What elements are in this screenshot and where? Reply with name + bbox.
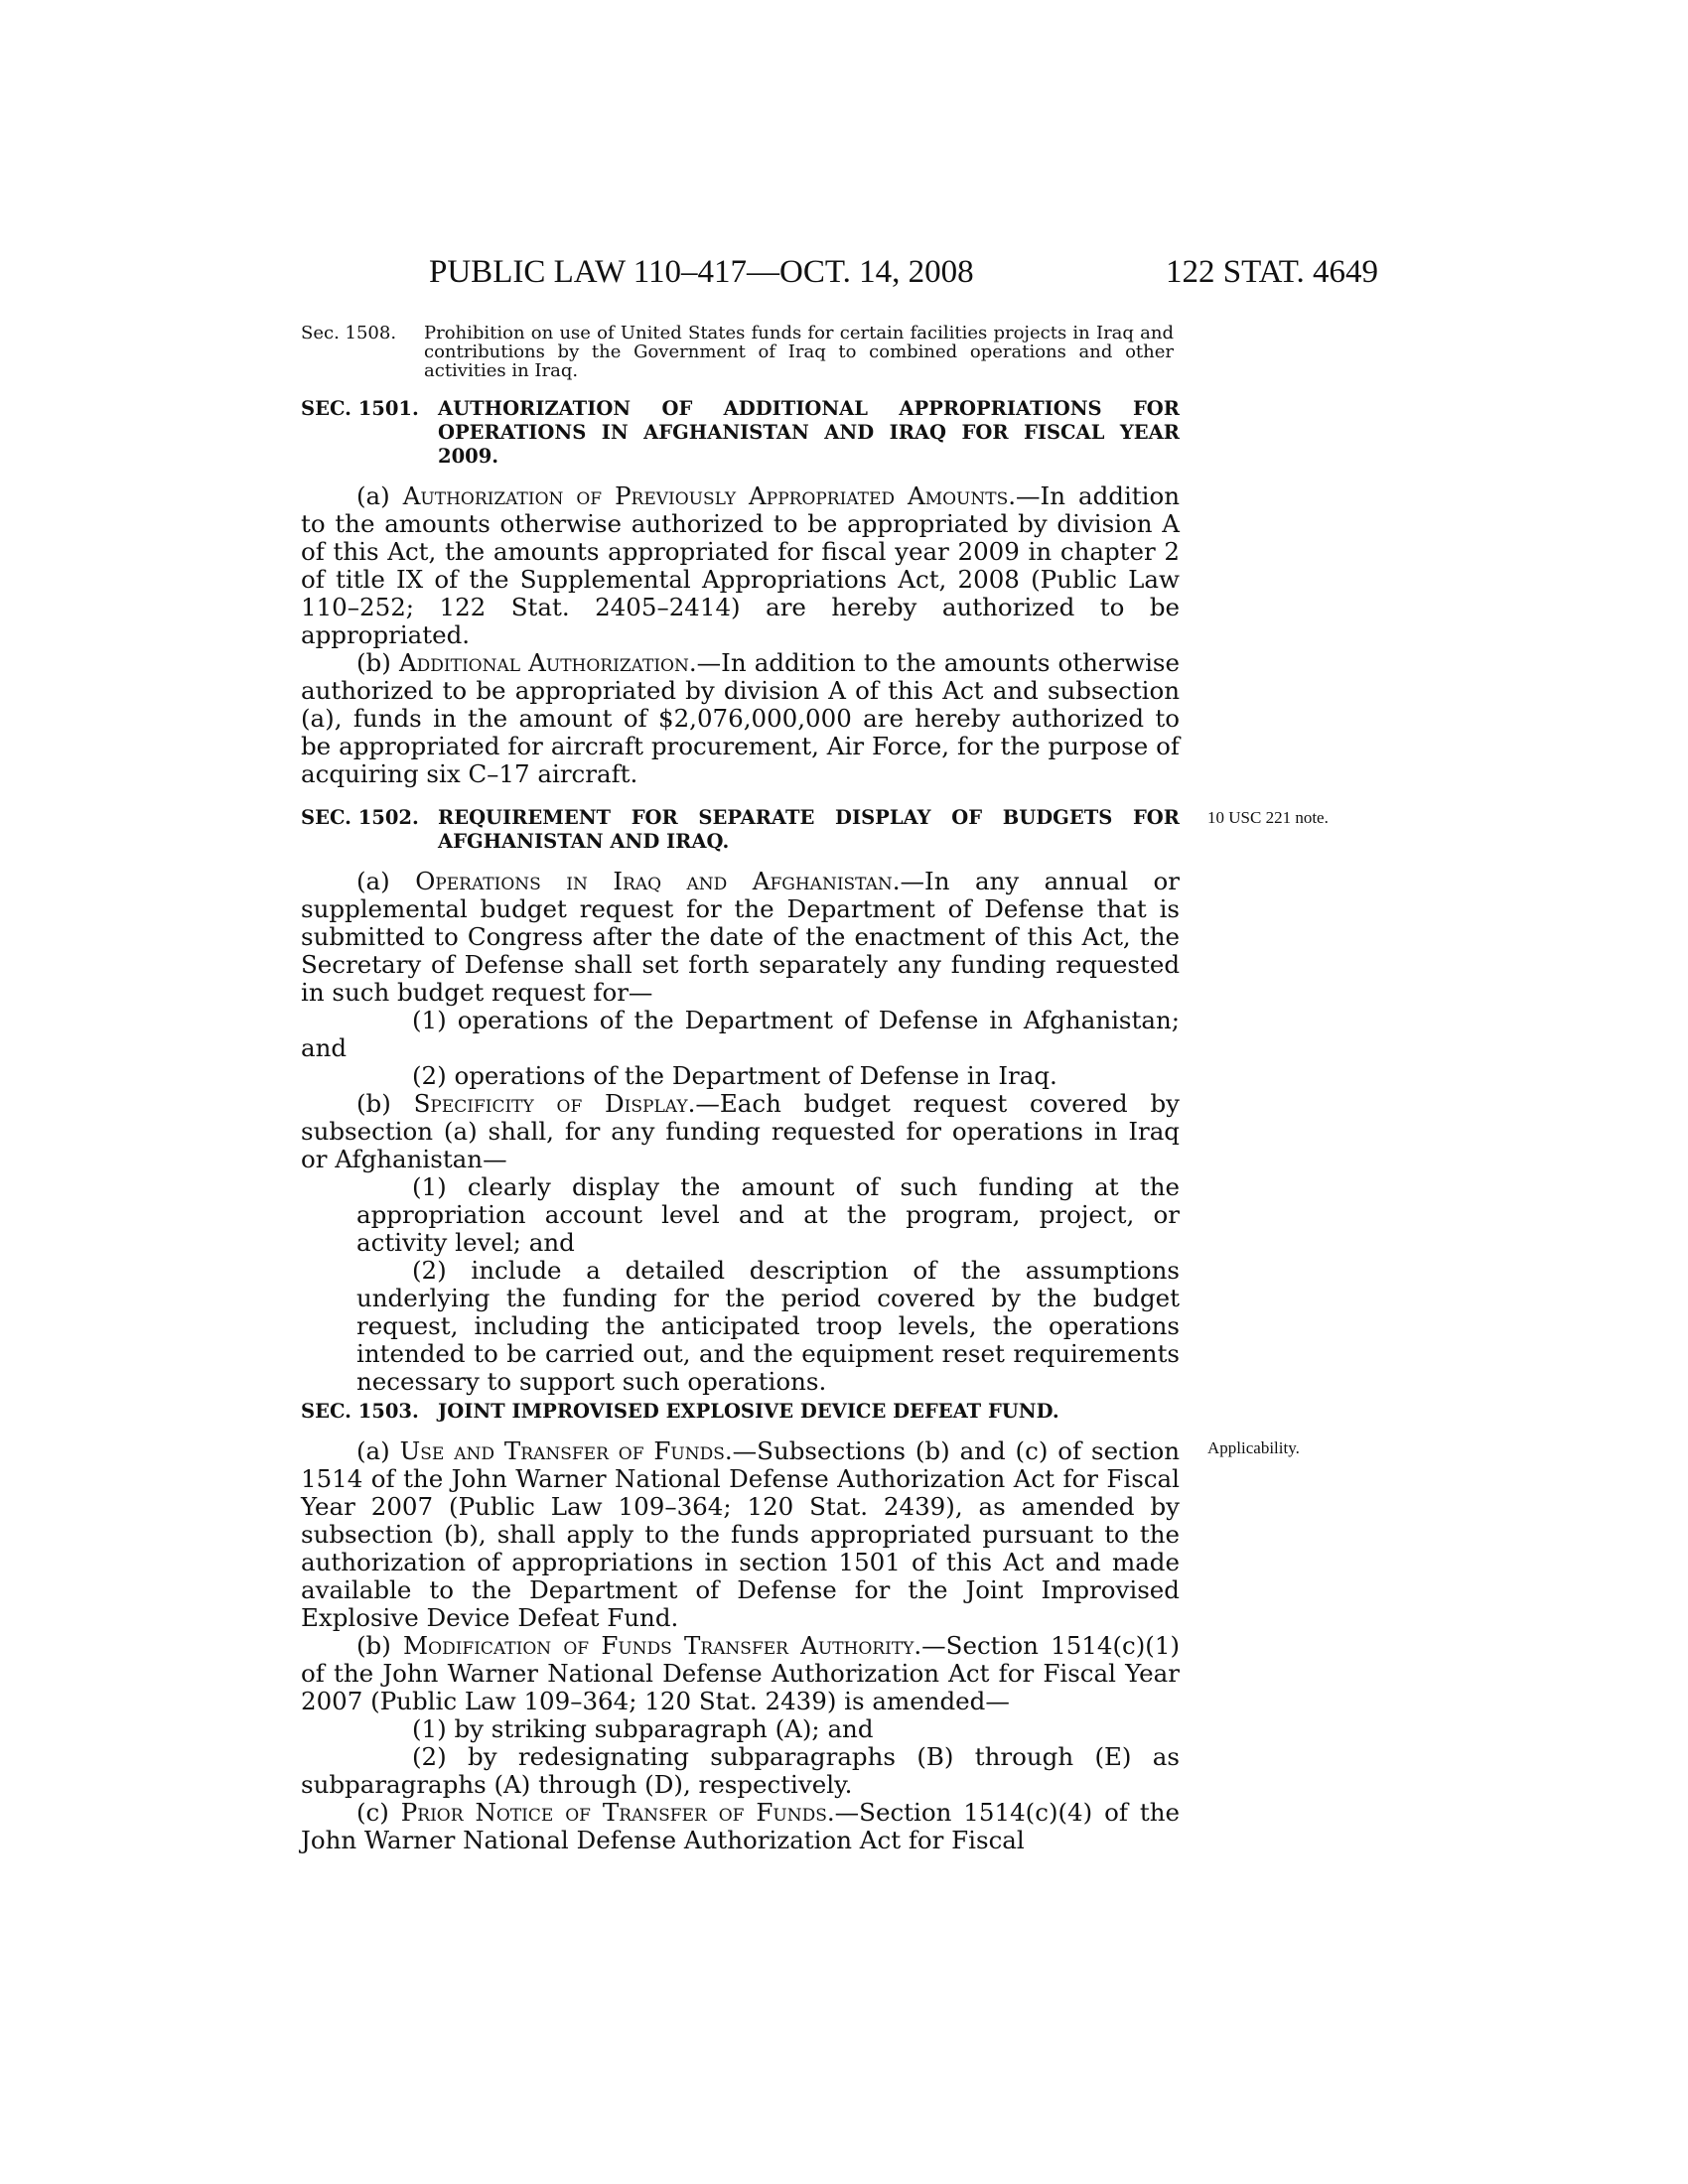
subsection-b	[301, 1632, 1180, 1715]
subsection-heading: Specificity of Display.—	[413, 1089, 720, 1118]
toc-entry	[301, 324, 1180, 380]
section-number: SEC. 1502.	[301, 806, 419, 829]
section-1501	[301, 397, 1180, 788]
paragraph-item: (1) operations of the Department of Defense in Afghanistan; and	[301, 1006, 1180, 1062]
section-title: AUTHORIZATION OF ADDITIONAL APPROPRIATIONS FOR OPERATIONS IN AFGHANISTAN AND IRAQ FOR FISCAL YEAR 2009.	[438, 397, 1180, 468]
section-title: JOINT IMPROVISED EXPLOSIVE DEVICE DEFEAT FUND.	[438, 1400, 1059, 1423]
subsection-label: (a)	[356, 867, 390, 895]
paragraph-item: (2) include a detailed description of the assumptions underlying the funding for the period covered by the budget request, including the anticipated troop levels, the operations intended to be carried out, and the equipment reset requirements necessary to support such operations.	[356, 1256, 1180, 1396]
toc-number: Sec. 1508.	[301, 323, 397, 343]
subsection-text: In any annual or supplemental budget request for the Department of Defense that is submitted to Congress after the date of the enactment of this Act, the Secretary of Defense shall set forth separately any funding requested in such budget request for—	[301, 867, 1180, 1007]
subsection-label: (a)	[356, 1436, 390, 1465]
section-heading	[301, 1400, 1180, 1424]
subsection-heading: Operations in Iraq and Afghanistan.—	[415, 867, 925, 895]
subsection-a	[301, 1437, 1180, 1632]
margin-note-1502: 10 USC 221 note.	[1207, 808, 1329, 827]
subsection-heading: Additional Authorization.—	[398, 648, 722, 677]
paragraph-item: (2) operations of the Department of Defense in Iraq.	[412, 1061, 1057, 1090]
subsection-heading: Prior Notice of Transfer of Funds.—	[400, 1798, 860, 1827]
subsection-text: Section 1514(c)(4) of the John Warner National Defense Authorization Act for Fiscal	[301, 1798, 1180, 1854]
subsection-label: (b)	[356, 1631, 391, 1660]
subsection-text: In addition to the amounts otherwise authorized to be appropriated by division A of this Act, the amounts appropriated for fiscal year 2009 in chapter 2 of title IX of the Supplemental Appropriations Act, 2008 (Public Law 110–252; 122 Stat. 2405–2414) are hereby authorized to be appropriated.	[301, 481, 1180, 649]
section-1503	[301, 1400, 1180, 1854]
paragraph-item: (1) clearly display the amount of such funding at the appropriation account level and at the program, project, or activity level; and	[356, 1172, 1180, 1257]
margin-note-1503: Applicability.	[1207, 1438, 1300, 1457]
subsection-text: Subsections (b) and (c) of section 1514 of the John Warner National Defense Authorization Act for Fiscal Year 2007 (Public Law 109–364; 120 Stat. 2439), as amended by subsection (b), shall apply to the funds appropriated pursuant to the authorization of appropriations in section 1501 of this Act and made available to the Department of Defense for the Joint Improvised Explosive Device Defeat Fund.	[301, 1436, 1180, 1632]
subsection-text: Section 1514(c)(1) of the John Warner National Defense Authorization Act for Fiscal Year 2007 (Public Law 109–364; 120 Stat. 2439) is amended—	[301, 1631, 1180, 1715]
running-header-title: PUBLIC LAW 110–417—OCT. 14, 2008	[429, 254, 974, 290]
subsection-b	[301, 1090, 1180, 1173]
page-number: 122 STAT. 4649	[1166, 254, 1379, 290]
subsection-label: (b)	[356, 648, 391, 677]
subsection-a	[301, 482, 1180, 649]
toc-text: Prohibition on use of United States funds for certain facilities projects in Iraq and contributions by the Government of Iraq to combined operations and other activities in Iraq.	[424, 323, 1174, 381]
paragraph-item: (1) by striking subparagraph (A); and	[412, 1714, 874, 1743]
section-number: SEC. 1503.	[301, 1400, 419, 1423]
subsection-b	[301, 649, 1180, 788]
subsection-label: (b)	[356, 1089, 391, 1118]
subsection-text: Each budget request covered by subsection (a) shall, for any funding requested for operations in Iraq or Afghanistan—	[301, 1089, 1180, 1173]
subsection-heading: Use and Transfer of Funds.—	[399, 1436, 758, 1465]
subsection-label: (c)	[356, 1798, 389, 1827]
subsection-text: In addition to the amounts otherwise authorized to be appropriated by division A of this Act and subsection (a), funds in the amount of $2,076,000,000 are hereby authorized to be appropriated for aircraft procurement, Air Force, for the purpose of acquiring six C–17 aircraft.	[301, 648, 1181, 788]
section-number: SEC. 1501.	[301, 397, 419, 420]
section-heading	[301, 397, 1180, 469]
subsection-label: (a)	[356, 481, 390, 510]
subsection-heading: Modification of Funds Transfer Authority.—	[403, 1631, 946, 1660]
subsection-c	[301, 1799, 1180, 1854]
subsection-a	[301, 868, 1180, 1007]
section-heading	[301, 806, 1180, 854]
section-title: REQUIREMENT FOR SEPARATE DISPLAY OF BUDGETS FOR AFGHANISTAN AND IRAQ.	[438, 806, 1180, 853]
subsection-heading: Authorization of Previously Appropriated Amounts.—	[402, 481, 1041, 510]
section-1502	[301, 806, 1180, 1396]
paragraph-item: (2) by redesignating subparagraphs (B) through (E) as subparagraphs (A) through (D), respectively.	[301, 1742, 1180, 1799]
